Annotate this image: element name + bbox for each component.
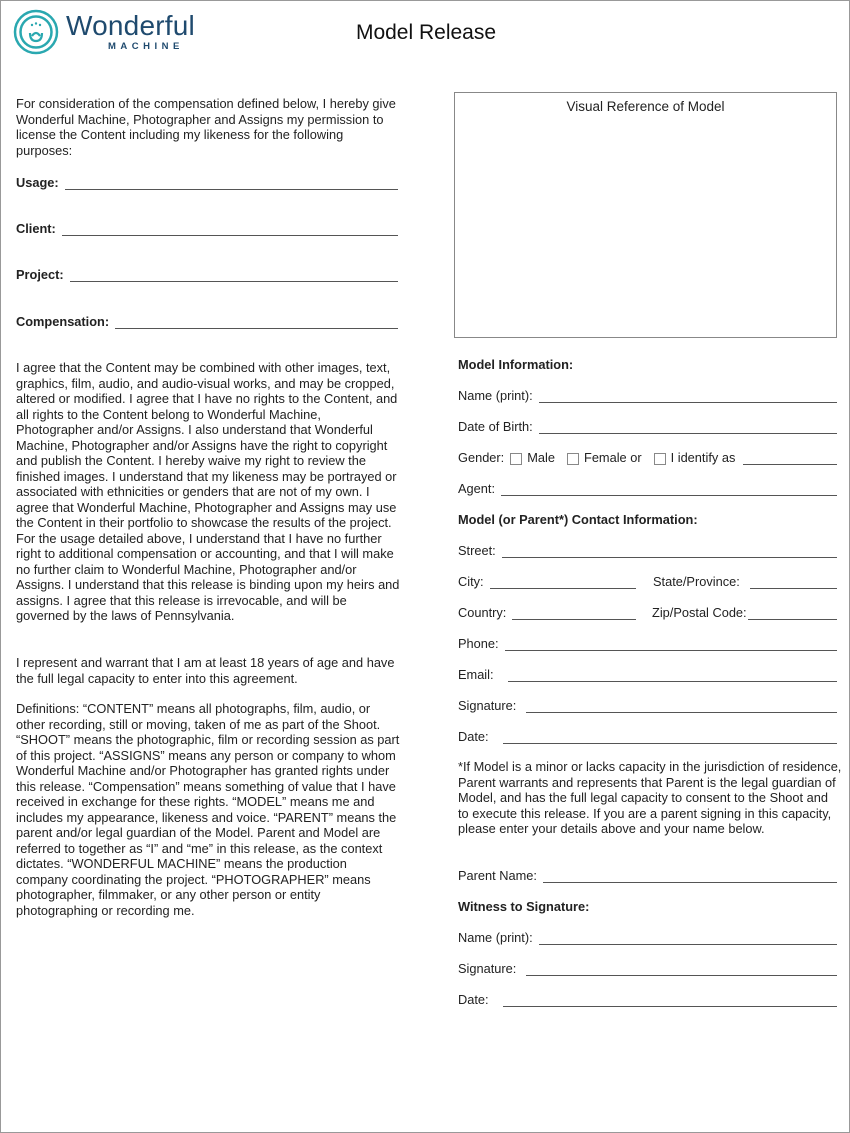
name-field[interactable] bbox=[458, 387, 837, 403]
visual-reference-box bbox=[454, 92, 837, 338]
witness-name-label: Name (print): bbox=[458, 930, 533, 945]
street-input[interactable] bbox=[502, 545, 837, 558]
dob-label: Date of Birth: bbox=[458, 419, 533, 434]
phone-input[interactable] bbox=[505, 638, 837, 651]
witness-date-input[interactable] bbox=[503, 994, 837, 1007]
gender-field bbox=[458, 449, 837, 465]
street-label: Street: bbox=[458, 543, 496, 558]
compensation-label: Compensation: bbox=[16, 314, 110, 329]
project-field[interactable] bbox=[16, 266, 398, 282]
usage-input[interactable] bbox=[65, 177, 398, 190]
gender-label: Gender: bbox=[458, 450, 505, 465]
name-input[interactable] bbox=[539, 390, 837, 403]
witness-signature-input[interactable] bbox=[526, 963, 837, 976]
zip-field[interactable] bbox=[652, 604, 837, 620]
signature-label: Signature: bbox=[458, 698, 517, 713]
agent-field[interactable] bbox=[458, 480, 837, 496]
witness-signature-field[interactable] bbox=[458, 960, 837, 976]
identify-label: I identify as bbox=[670, 450, 736, 465]
definitions-paragraph: Definitions: “CONTENT” means all photographs, film, audio, or other recording, still or moving, taken of me as part of the Shoot. “SHOOT” means the photographic, film or recording session as part of this project. “ASSIGNS” means any person or company to whom Wonderful Machine and/or Photographer has granted rights under this release. “Compensation” means something of value that I have received in exchange for these rights. “MODEL” means me and includes my appearance, likeness and voice. “PARENT” means the parent and/or legal guardian of the Model. Parent and Model are referred to together as “I” and “me” in this release, as the context dictates. “WONDERFUL MACHINE” means the production company coordinating the project. “PHOTOGRAPHER” means photographer, filmmaker, or any other person or entity photographing or recording me. bbox=[16, 701, 400, 918]
street-field[interactable] bbox=[458, 542, 837, 558]
zip-input[interactable] bbox=[748, 607, 837, 620]
witness-name-input[interactable] bbox=[539, 932, 837, 945]
witness-heading: Witness to Signature: bbox=[458, 899, 590, 914]
state-label: State/Province: bbox=[653, 574, 740, 589]
witness-signature-label: Signature: bbox=[458, 961, 517, 976]
parent-name-label: Parent Name: bbox=[458, 868, 537, 883]
warrant-paragraph: I represent and warrant that I am at least 18 years of age and have the full legal capacity to enter into this agreement. bbox=[16, 655, 395, 686]
email-field[interactable] bbox=[458, 666, 837, 682]
email-input[interactable] bbox=[508, 669, 837, 682]
male-checkbox[interactable] bbox=[510, 453, 522, 465]
logo-wordmark: Wonderful bbox=[66, 10, 195, 42]
page-title: Model Release bbox=[355, 21, 497, 44]
intro-paragraph: For consideration of the compensation defined below, I hereby give Wonderful Machine, Photographer and Assigns my permission to license the Content including my likeness for the following purposes: bbox=[16, 96, 396, 158]
project-label: Project: bbox=[16, 267, 64, 282]
country-field[interactable] bbox=[458, 604, 636, 620]
parent-name-field[interactable] bbox=[458, 867, 837, 883]
compensation-field[interactable] bbox=[16, 313, 398, 329]
male-label: Male bbox=[527, 450, 555, 465]
usage-label: Usage: bbox=[16, 175, 59, 190]
identify-input[interactable] bbox=[743, 452, 837, 465]
date-label: Date: bbox=[458, 729, 489, 744]
zip-label: Zip/Postal Code: bbox=[652, 605, 747, 620]
country-label: Country: bbox=[458, 605, 507, 620]
agent-label: Agent: bbox=[458, 481, 495, 496]
email-label: Email: bbox=[458, 667, 494, 682]
city-field[interactable] bbox=[458, 573, 636, 589]
signature-field[interactable] bbox=[458, 697, 837, 713]
logo-subtitle: MACHINE bbox=[108, 41, 184, 53]
state-input[interactable] bbox=[750, 576, 837, 589]
date-field[interactable] bbox=[458, 728, 837, 744]
witness-date-field[interactable] bbox=[458, 991, 837, 1007]
dob-input[interactable] bbox=[539, 421, 837, 434]
name-label: Name (print): bbox=[458, 388, 533, 403]
agent-input[interactable] bbox=[501, 483, 837, 496]
phone-field[interactable] bbox=[458, 635, 837, 651]
project-input[interactable] bbox=[70, 269, 398, 282]
visual-reference-label: Visual Reference of Model bbox=[566, 99, 725, 114]
usage-field[interactable] bbox=[16, 174, 398, 190]
country-input[interactable] bbox=[512, 607, 636, 620]
city-label: City: bbox=[458, 574, 484, 589]
date-input[interactable] bbox=[503, 731, 837, 744]
parent-name-input[interactable] bbox=[543, 870, 837, 883]
witness-name-field[interactable] bbox=[458, 929, 837, 945]
signature-input[interactable] bbox=[526, 700, 837, 713]
witness-date-label: Date: bbox=[458, 992, 489, 1007]
female-checkbox[interactable] bbox=[567, 453, 579, 465]
compensation-input[interactable] bbox=[115, 316, 398, 329]
client-field[interactable] bbox=[16, 220, 398, 236]
client-input[interactable] bbox=[62, 223, 398, 236]
client-label: Client: bbox=[16, 221, 56, 236]
minor-note: *If Model is a minor or lacks capacity in the jurisdiction of residence, Parent warrants and represents that Parent is the legal guardian of Model, and has the full legal capacity to consent to the Shoot and to execute this release. If you are a parent signing in this capacity, please enter your details above and your name below. bbox=[458, 759, 842, 836]
female-label: Female or bbox=[584, 450, 642, 465]
model-info-heading: Model Information: bbox=[458, 357, 574, 372]
state-field[interactable] bbox=[653, 573, 837, 589]
city-input[interactable] bbox=[490, 576, 636, 589]
phone-label: Phone: bbox=[458, 636, 499, 651]
agreement-paragraph: I agree that the Content may be combined with other images, text, graphics, film, audio, and audio-visual works, and may be cropped, altered or modified. I agree that I have no rights to the Content, and all rights to the Content belong to Wonderful Machine, Photographer and/or Assigns. I also understand that Wonderful Machine, Photographer and/or Assigns have the right to copyright and publish the Content. I hereby waive my right to review the finished images. I understand that my likeness may be portrayed or associated with ethnicities or genders that are not of my own. I agree that Wonderful Machine, Photographer and Assigns may use the Content in their portfolio to showcase the results of the project. For the usage detailed above, I understand that I have no further right to additional compensation or accounting, and that I will make no further claim to Wonderful Machine, Photographer and/or Assigns. I understand that this release is binding upon my heirs and assigns. I agree that this release is irrevocable, and will be governed by the laws of Pennsylvania. bbox=[16, 360, 400, 623]
dob-field[interactable] bbox=[458, 418, 837, 434]
identify-checkbox[interactable] bbox=[654, 453, 666, 465]
contact-heading: Model (or Parent*) Contact Information: bbox=[458, 512, 698, 527]
